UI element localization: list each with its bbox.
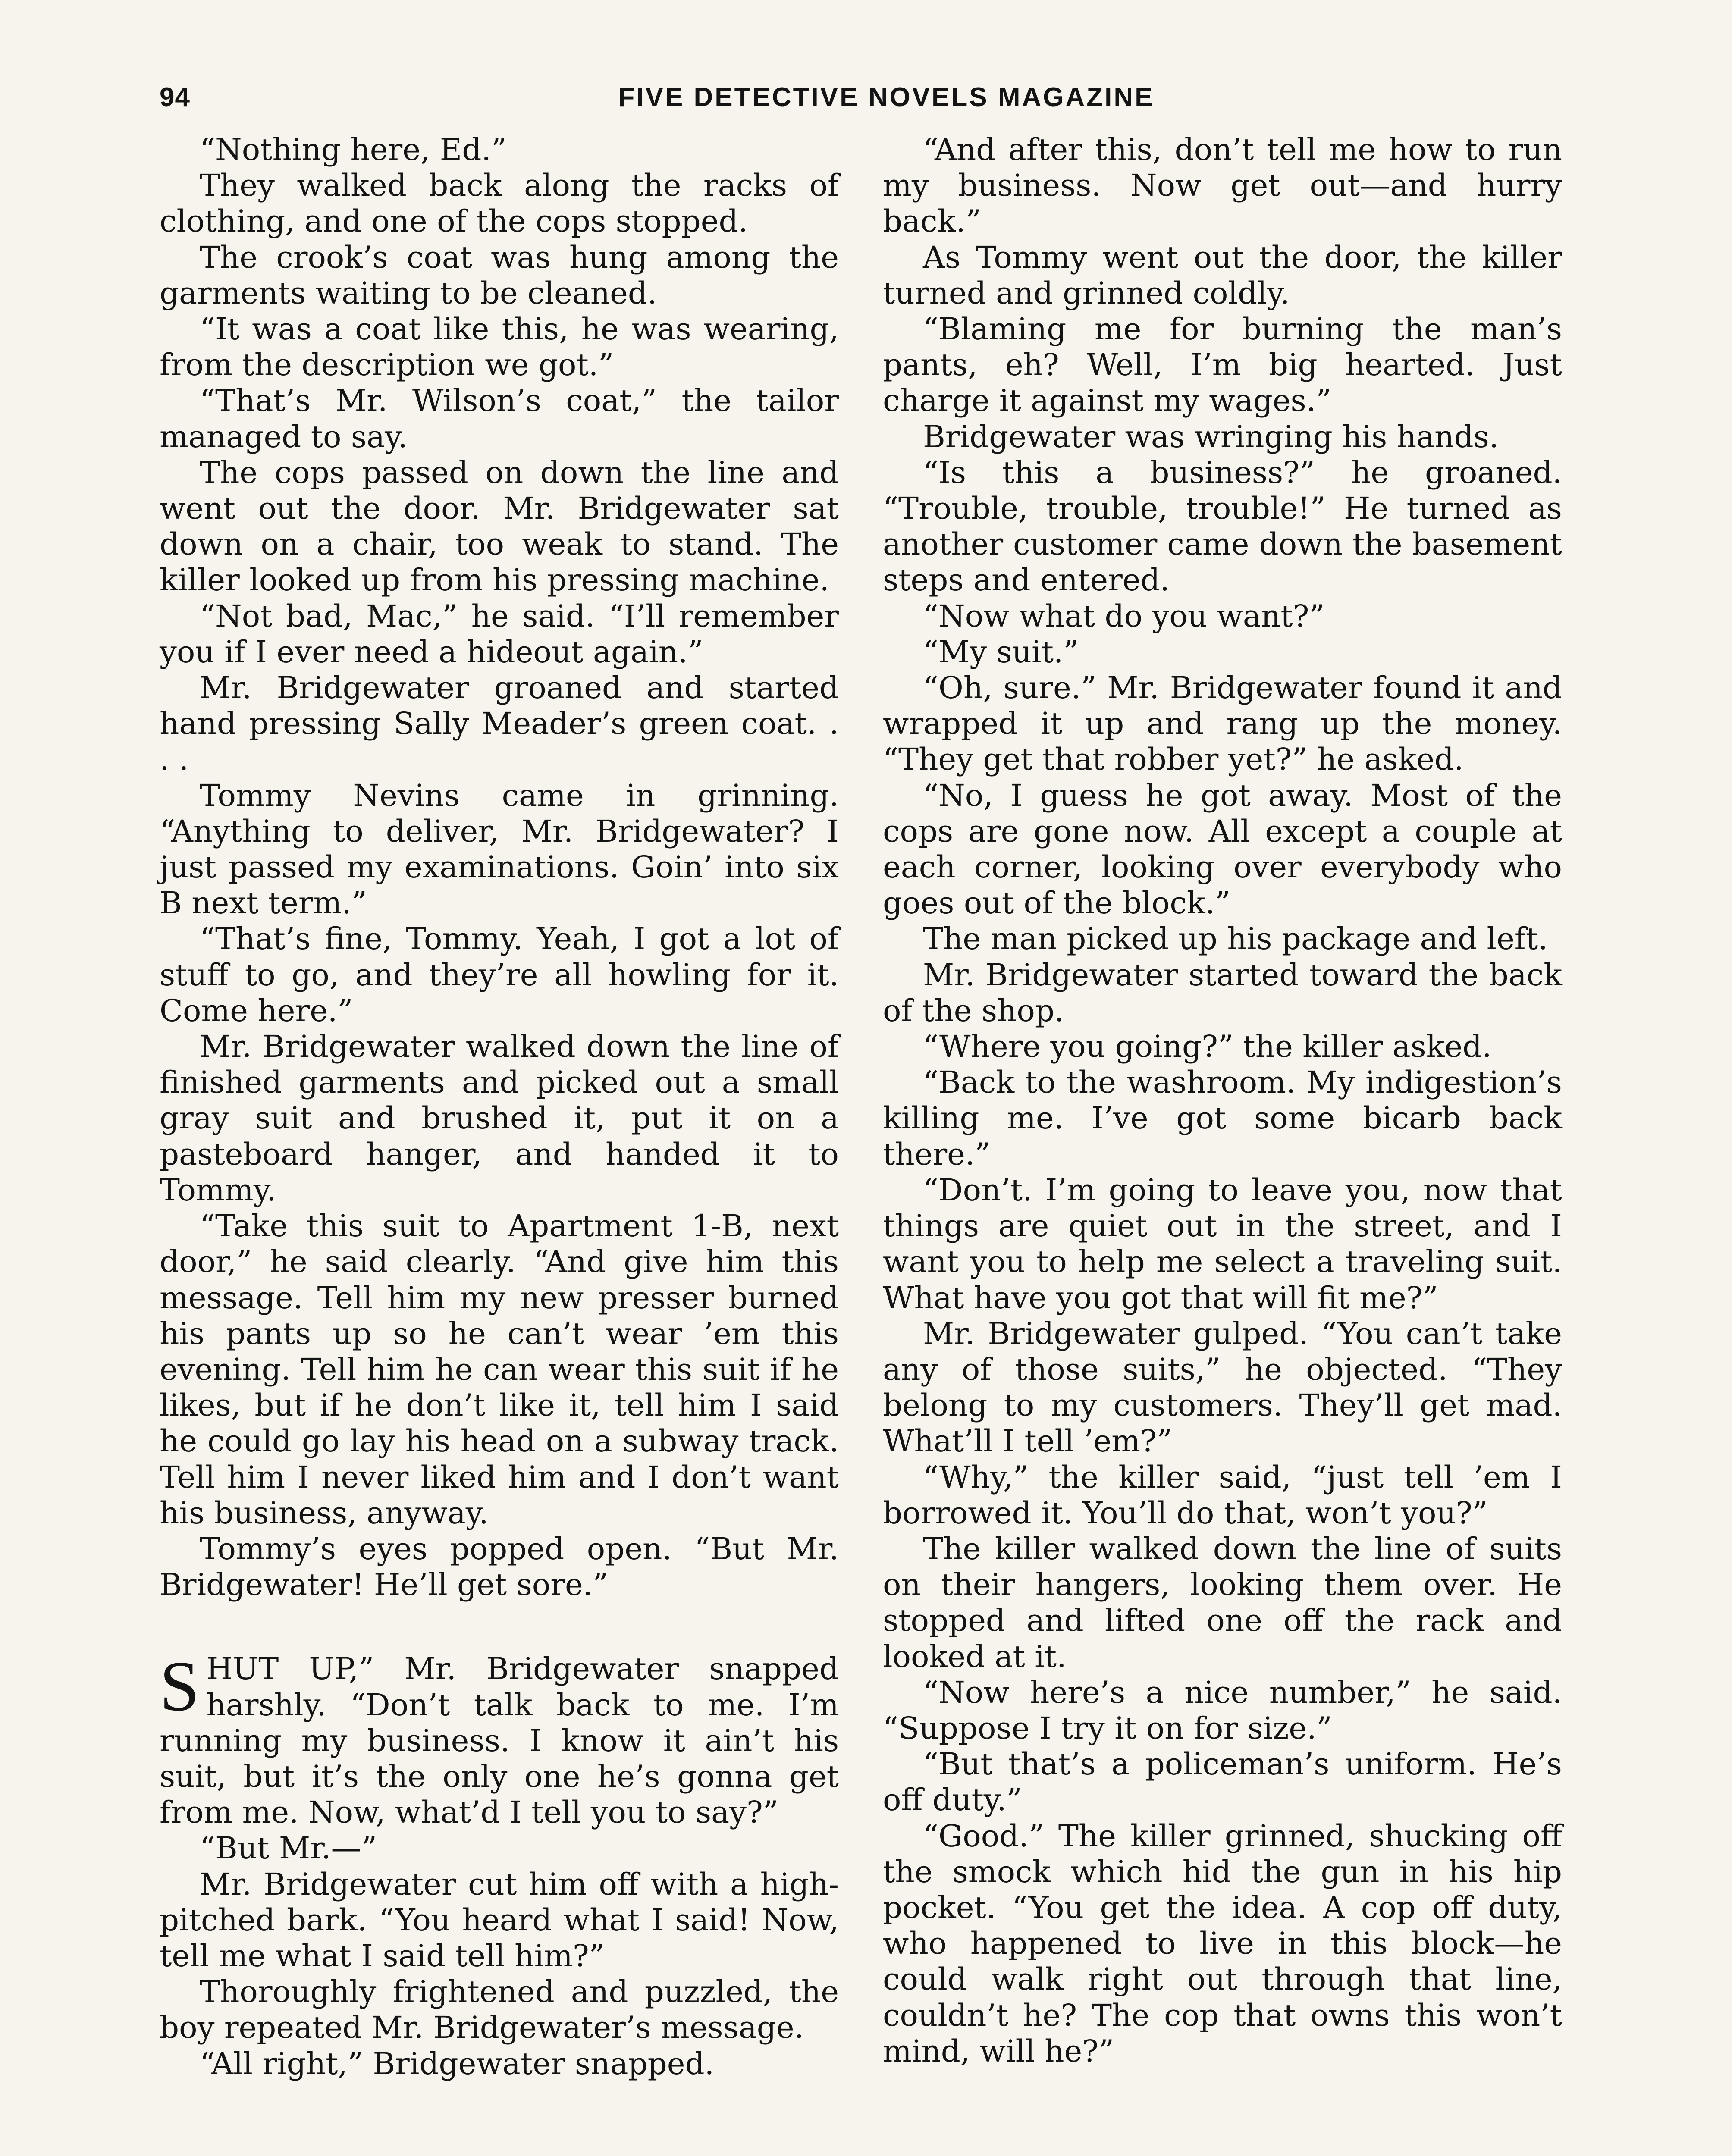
paragraph: “Nothing here, Ed.” <box>200 132 507 167</box>
paragraph: “Why,” the killer said, “just tell ’em I borrowed it. You’ll do that, won’t you?” <box>883 1459 1562 1531</box>
paragraph: “Not bad, Mac,” he said. “I’ll remember you if I ever need a hideout again.” <box>160 598 839 670</box>
paragraph: “But that’s a policeman’s uniform. He’s off duty.” <box>883 1746 1562 1818</box>
right-column <box>883 132 1562 2069</box>
paragraph: “Back to the washroom. My indigestion’s killing me. I’ve got some bicarb back there.” <box>883 1065 1562 1172</box>
paragraph: “Take this suit to Apartment 1-B, next door,” he said clearly. “And give him this message. Tell him my new presser burned his pants up so he can’t wear ’em this evening. Tell him he can wear this suit if he likes, but if he don’t like it, tell him I said he could go lay his head on a subway track. Tell him I never liked him and I don’t want his business, anyway. <box>160 1208 839 1531</box>
paragraph: “Oh, sure.” Mr. Bridgewater found it and wrapped it up and rang up the money. “They get that robber yet?” he asked. <box>883 670 1562 777</box>
left-paragraphs <box>160 132 839 1603</box>
paragraph: “Good.” The killer grinned, shucking off the smock which hid the gun in his hip pocket. “You get the idea. A cop off duty, who happened to live in this block—he could walk right out through that line, couldn’t he? The cop that owns this won’t mind, will he?” <box>883 1818 1562 2069</box>
paragraph: “Don’t. I’m going to leave you, now that things are quiet out in the street, and I want you to help me select a traveling suit. What have you got that will fit me?” <box>883 1172 1562 1316</box>
page-number: 94 <box>160 82 190 112</box>
paragraph: Bridgewater was wringing his hands. <box>923 419 1499 454</box>
paragraph: Mr. Bridgewater walked down the line of finished garments and picked out a small gray suit and brushed it, put it on a pasteboard hanger, and handed it to Tommy. <box>160 1029 839 1208</box>
paragraph: Mr. Bridgewater groaned and started hand pressing Sally Meader’s green coat. . . . <box>160 670 839 777</box>
left-column <box>160 132 839 2082</box>
paragraph: “But Mr.—” <box>200 1830 377 1866</box>
paragraph: “All right,” Bridgewater snapped. <box>200 2046 715 2081</box>
paragraph: Mr. Bridgewater gulped. “You can’t take any of those suits,” he objected. “They belong to my customers. They’ll get mad. What’ll I tell ’em?” <box>883 1316 1562 1459</box>
dropcap-paragraph <box>160 1646 839 1830</box>
running-title: FIVE DETECTIVE NOVELS MAGAZINE <box>618 82 1155 112</box>
paragraph: Mr. Bridgewater started toward the back of the shop. <box>883 957 1562 1028</box>
paragraph: “Now here’s a nice number,” he said. “Suppose I try it on for size.” <box>883 1674 1562 1746</box>
paragraph: Thoroughly frightened and puzzled, the boy repeated Mr. Bridgewater’s message. <box>160 1974 839 2046</box>
left-paragraphs-after <box>160 1830 839 2081</box>
paragraph: “And after this, don’t tell me how to run my business. Now get out—and hurry back.” <box>883 132 1562 239</box>
paragraph: Tommy Nevins came in grinning. “Anything to deliver, Mr. Bridgewater? I just passed my examinations. Goin’ into six B next term.” <box>160 777 839 921</box>
paragraph: “That’s fine, Tommy. Yeah, I got a lot of stuff to go, and they’re all howling for it. Come here.” <box>160 921 839 1028</box>
paragraph: “Blaming me for burning the man’s pants, eh? Well, I’m big hearted. Just charge it against my wages.” <box>883 311 1562 419</box>
paragraph: “Where you going?” the killer asked. <box>923 1029 1492 1065</box>
paragraph: “Is this a business?” he groaned. “Trouble, trouble, trouble!” He turned as another customer came down the basement steps and entered. <box>883 454 1562 598</box>
paragraph: “It was a coat like this, he was wearing, from the description we got.” <box>160 311 839 383</box>
paragraph: Tommy’s eyes popped open. “But Mr. Bridgewater! He’ll get sore.” <box>160 1531 839 1603</box>
paragraph: The man picked up his package and left. <box>923 921 1548 957</box>
right-paragraphs <box>883 132 1562 2069</box>
paragraph: The crook’s coat was hung among the garments waiting to be cleaned. <box>160 239 839 311</box>
paragraph: “My suit.” <box>923 634 1079 670</box>
paragraph: “That’s Mr. Wilson’s coat,” the tailor managed to say. <box>160 383 839 454</box>
paragraph: They walked back along the racks of clothing, and one of the cops stopped. <box>160 168 839 239</box>
paragraph: The killer walked down the line of suits on their hangers, looking them over. He stopped and lifted one off the rack and looked at it. <box>883 1531 1562 1674</box>
drop-cap-initial: S <box>160 1646 200 1726</box>
paragraph: As Tommy went out the door, the killer turned and grinned coldly. <box>883 239 1562 311</box>
paragraph: The cops passed on down the line and went out the door. Mr. Bridgewater sat down on a chair, too weak to stand. The killer looked up from his pressing machine. <box>160 454 839 598</box>
paragraph: “No, I guess he got away. Most of the cops are gone now. All except a couple at each corner, looking over everybody who goes out of the block.” <box>883 777 1562 921</box>
paragraph: Mr. Bridgewater cut him off with a high-pitched bark. “You heard what I said! Now, tell me what I said tell him?” <box>160 1866 839 1974</box>
dropcap-paragraph-text: HUT UP,” Mr. Bridgewater snapped harshly. “Don’t talk back to me. I’m running my business. I know it ain’t his suit, but it’s the only one he’s gonna get from me. Now, what’d I tell you to say?” <box>160 1651 839 1830</box>
paragraph: “Now what do you want?” <box>923 598 1325 634</box>
